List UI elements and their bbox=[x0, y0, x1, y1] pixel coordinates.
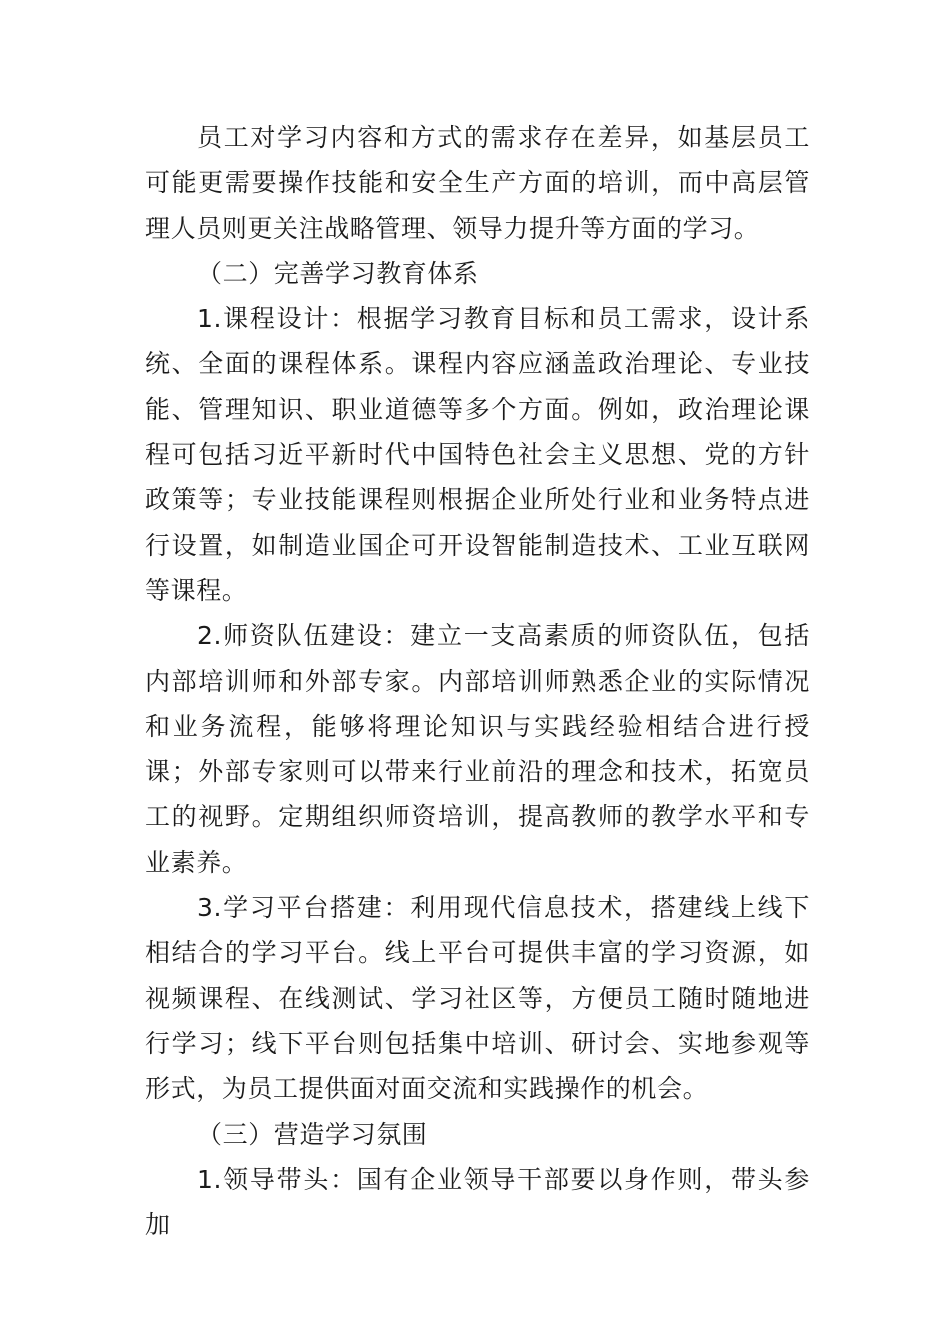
paragraph-learning-platform: 3.学习平台搭建：利用现代信息技术，搭建线上线下相结合的学习平台。线上平台可提供丰富的学习资源，如视频课程、在线测试、学习社区等，方便员工随时随地进行学习；线下平台则包括集中培训、研讨会、实地参观等形式，为员工提供面对面交流和实践操作的机会。 bbox=[145, 893, 810, 1104]
paragraph-learning-needs: 员工对学习内容和方式的需求存在差异，如基层员工可能更需要操作技能和安全生产方面的培训，而中高层管理人员则更关注战略管理、领导力提升等方面的学习。 bbox=[145, 123, 810, 243]
document-body bbox=[145, 115, 810, 1247]
section-heading-2: （二）完善学习教育体系 bbox=[197, 258, 479, 288]
paragraph-teacher-team: 2.师资队伍建设：建立一支高素质的师资队伍，包括内部培训师和外部专家。内部培训师熟悉企业的实际情况和业务流程，能够将理论知识与实践经验相结合进行授课；外部专家则可以带来行业前沿的理念和技术，拓宽员工的视野。定期组织师资培训，提高教师的教学水平和专业素养。 bbox=[145, 621, 810, 877]
paragraph-leadership: 1.领导带头：国有企业领导干部要以身作则，带头参加 bbox=[145, 1164, 810, 1240]
section-heading-3: （三）营造学习氛围 bbox=[197, 1119, 428, 1149]
paragraph-course-design: 1.课程设计：根据学习教育目标和员工需求，设计系统、全面的课程体系。课程内容应涵盖政治理论、专业技能、管理知识、职业道德等多个方面。例如，政治理论课程可包括习近平新时代中国特色社会主义思想、党的方针政策等；专业技能课程则根据企业所处行业和业务特点进行设置，如制造业国企可开设智能制造技术、工业互联网等课程。 bbox=[145, 304, 810, 605]
